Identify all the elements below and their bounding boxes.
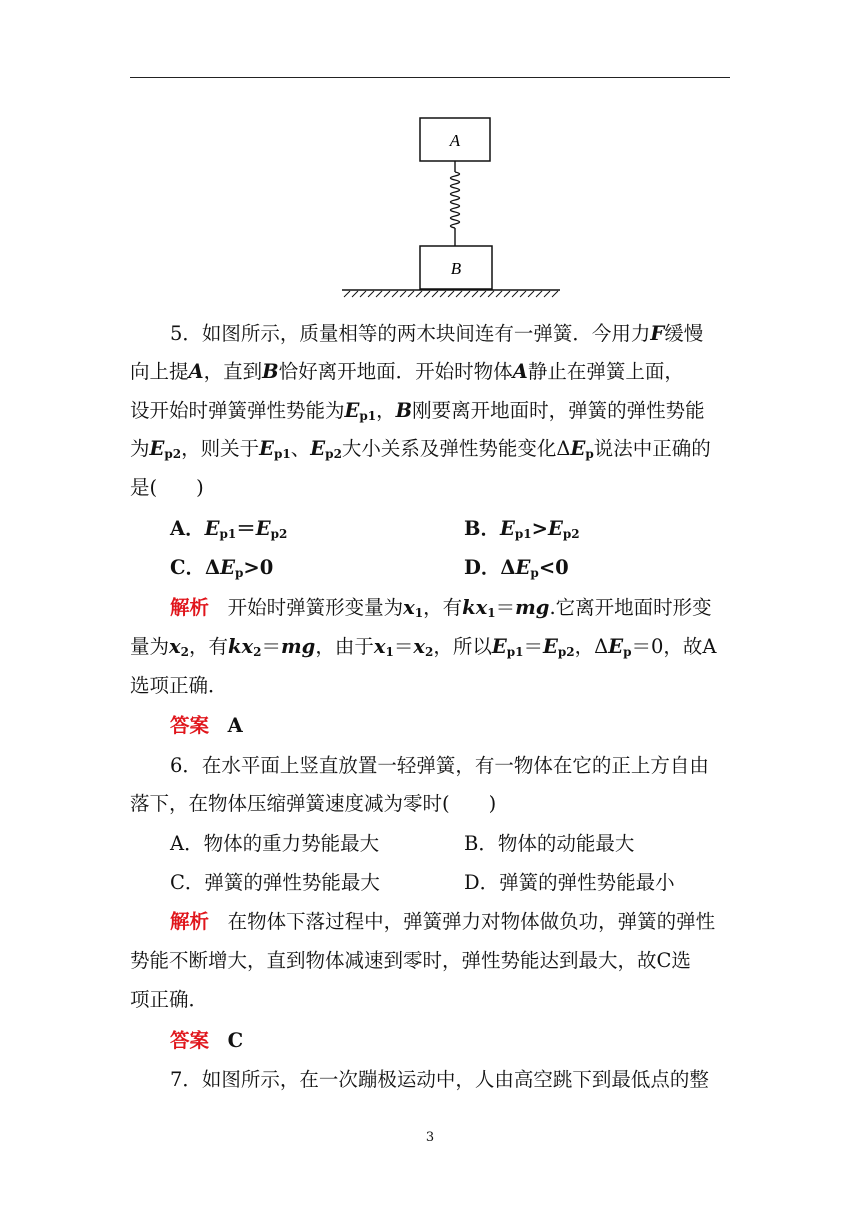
q5-line-2: 向上提A，直到B恰好离开地面．开始时物体A静止在弹簧上面， [130,360,684,383]
a5-line-3: 选项正确． [130,674,228,697]
q6-line-2: 落下，在物体压缩弹簧速度减为零时( ) [130,792,497,815]
block-a-label: A [449,131,461,150]
header-rule [130,77,730,78]
page-number: 3 [425,1130,435,1145]
q5-option-a: A．$E_{p1}=E_{p2}$ [170,517,288,541]
q5-option-d: D．$\Delta E_p<0$ [464,556,569,580]
q6-option-d: D．弹簧的弹性势能最小 [464,871,675,894]
a6-line-3: 项正确． [130,988,209,1011]
q6-option-a: A．物体的重力势能最大 [170,832,380,855]
block-b-label: B [450,259,462,278]
a6-answer: 答案 C [170,1029,244,1052]
q5-line-4: 为$E_{p2}$，则关于$E_{p1}$、$E_{p2}$大小关系及弹性势能变化$\Delta E_p$说法中正确的 [130,437,711,461]
q6-option-b: B．物体的动能最大 [464,832,635,855]
q6-option-c: C．弹簧的弹性势能最大 [170,871,380,894]
q5-line-5: 是( ) [130,476,204,499]
a5-line-1: 解析 开始时弹簧形变量为$x_1$，有$kx_1=mg$.它离开地面时形变 [170,596,712,620]
q5-option-b: B．$E_{p1}>E_{p2}$ [464,517,580,541]
q5-line-1: 5．如图所示，质量相等的两木块间连有一弹簧．今用力F缓慢 [170,322,704,345]
a5-line-2: 量为$x_2$，有$kx_2=mg$，由于$x_1=x_2$，所以$E_{p1}=E_{p2}$，$\Delta E_p=0$，故A [130,635,717,659]
q7-line-1: 7．如图所示，在一次蹦极运动中，人由高空跳下到最低点的整 [170,1068,709,1091]
a6-line-2: 势能不断增大，直到物体减速到零时，弹性势能达到最大，故C选 [130,949,691,972]
q6-line-1: 6．在水平面上竖直放置一轻弹簧，有一物体在它的正上方自由 [170,754,709,777]
a6-line-1: 解析 在物体下落过程中，弹簧弹力对物体做负功，弹簧的弹性 [170,910,716,933]
a5-answer: 答案 A [170,714,243,737]
q5-option-c: C．$\Delta E_p>0$ [170,556,274,580]
q5-line-3: 设开始时弹簧弹性势能为$E_{p1}$，B刚要离开地面时，弹簧的弹性势能 [130,399,705,423]
spring-blocks-figure [330,110,570,300]
spring [451,172,460,228]
